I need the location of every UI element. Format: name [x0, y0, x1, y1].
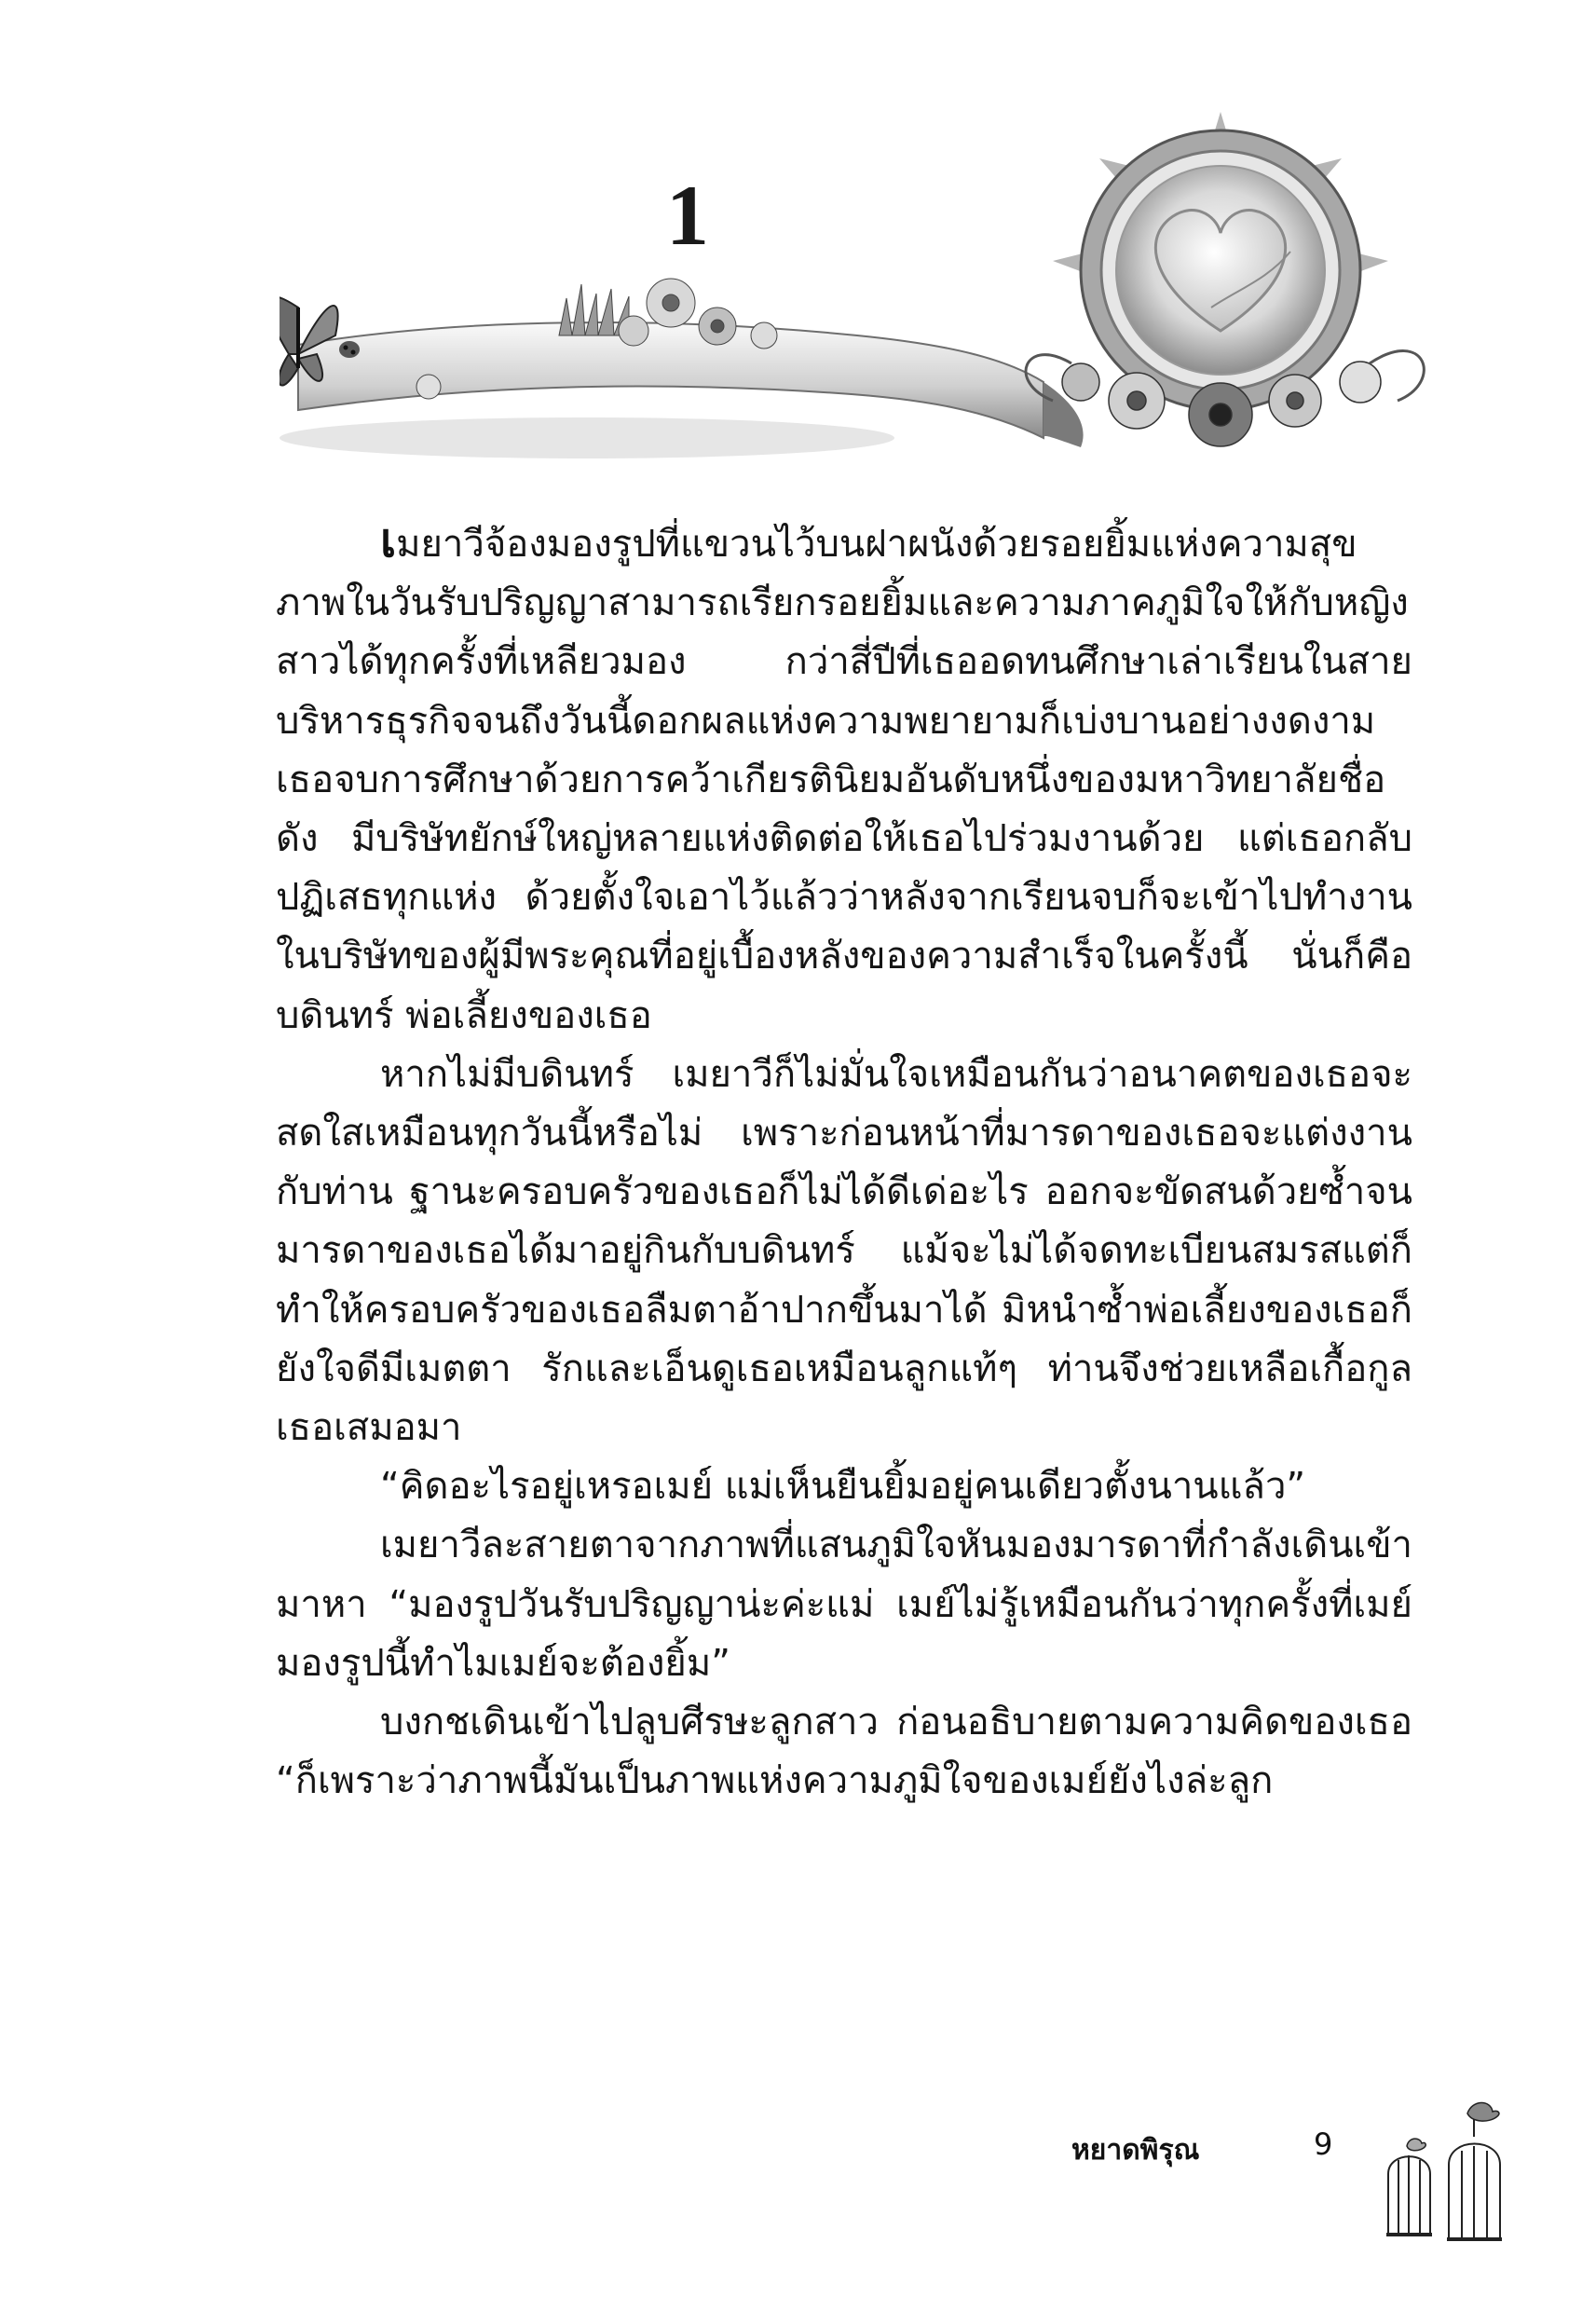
- chapter-body: [276, 511, 1412, 1811]
- book-title: หยาดพิรุณ: [1071, 2134, 1200, 2167]
- paragraph-text: มยาวีจ้องมองรูปที่แขวนไว้บนฝาผนังด้วยรอยยิ้มแห่งความสุข ภาพในวันรับปริญญาสามารถเรียกรอยยิ้มและความภาคภูมิใจให้กับหญิงสาวได้ทุกครั้งที่เหลียวมอง กว่าสี่ปีที่เธออดทนศึกษาเล่าเรียนในสายบริหารธุรกิจจนถึงวันนี้ดอกผลแห่งความพยายามก็เบ่งบานอย่างงดงาม เธอจบการศึกษาด้วยการคว้าเกียรตินิยมอันดับหนึ่งของมหาวิทยาลัยชื่อดัง มีบริษัทยักษ์ใหญ่หลายแห่งติดต่อให้เธอไปร่วมงานด้วย แต่เธอกลับปฏิเสธทุกแห่ง ด้วยตั้งใจเอาไว้แล้วว่าหลังจากเรียนจบก็จะเข้าไปทำงานในบริษัทของผู้มีพระคุณที่อยู่เบื้องหลังของความสำเร็จในครั้งนี้ นั่นก็คือบดินทร์ พ่อเลี้ยงของเธอ: [276, 523, 1412, 1037]
- ladybug-icon: [339, 341, 360, 358]
- birdcage-icon: [1379, 2095, 1509, 2244]
- heart-medallion: [1053, 112, 1388, 410]
- ground-shadow: [280, 417, 894, 458]
- chapter-header-ornament: [280, 103, 1463, 475]
- drop-cap: เ: [380, 513, 397, 567]
- paragraph-5: บงกชเดินเข้าไปลูบศีรษะลูกสาว ก่อนอธิบายตามความคิดของเธอ “ก็เพราะว่าภาพนี้มันเป็นภาพแห่งความภูมิใจของเมย์ยังไงล่ะลูก: [276, 1701, 1412, 1803]
- paragraph-3: “คิดอะไรอยู่เหรอเมย์ แม่เห็นยืนยิ้มอยู่คนเดียวตั้งนานแล้ว”: [380, 1465, 1306, 1509]
- paragraph-1: [276, 511, 1412, 1046]
- chapter-number: 1: [666, 168, 709, 263]
- page-number: 9: [1314, 2126, 1333, 2162]
- paragraph-4: เมยาวีละสายตาจากภาพที่แสนภูมิใจหันมองมารดาที่กำลังเดินเข้ามาหา “มองรูปวันรับปริญญาน่ะค่ะแม่ เมย์ไม่รู้เหมือนกันว่าทุกครั้งที่เมย์มองรูปนี้ทำไมเมย์จะต้องยิ้ม”: [276, 1524, 1413, 1685]
- bird-icon: [1467, 2102, 1499, 2121]
- page-footer: [1071, 2095, 1509, 2244]
- paragraph-2: หากไม่มีบดินทร์ เมยาวีก็ไม่มั่นใจเหมือนกันว่าอนาคตของเธอจะสดใสเหมือนทุกวันนี้หรือไม่ เพราะก่อนหน้าที่มารดาของเธอจะแต่งงานกับท่าน ฐานะครอบครัวของเธอก็ไม่ได้ดีเด่อะไร ออกจะขัดสนด้วยซ้ำจนมารดาของเธอได้มาอยู่กินกับบดินทร์ แม้จะไม่ได้จดทะเบียนสมรสแต่ก็ทำให้ครอบครัวของเธอลืมตาอ้าปากขึ้นมาได้ มิหนำซ้ำพ่อเลี้ยงของเธอก็ยังใจดีมีเมตตา รักและเอ็นดูเธอเหมือนลูกแท้ๆ ท่านจึงช่วยเหลือเกื้อกูลเธอเสมอมา: [276, 1052, 1412, 1450]
